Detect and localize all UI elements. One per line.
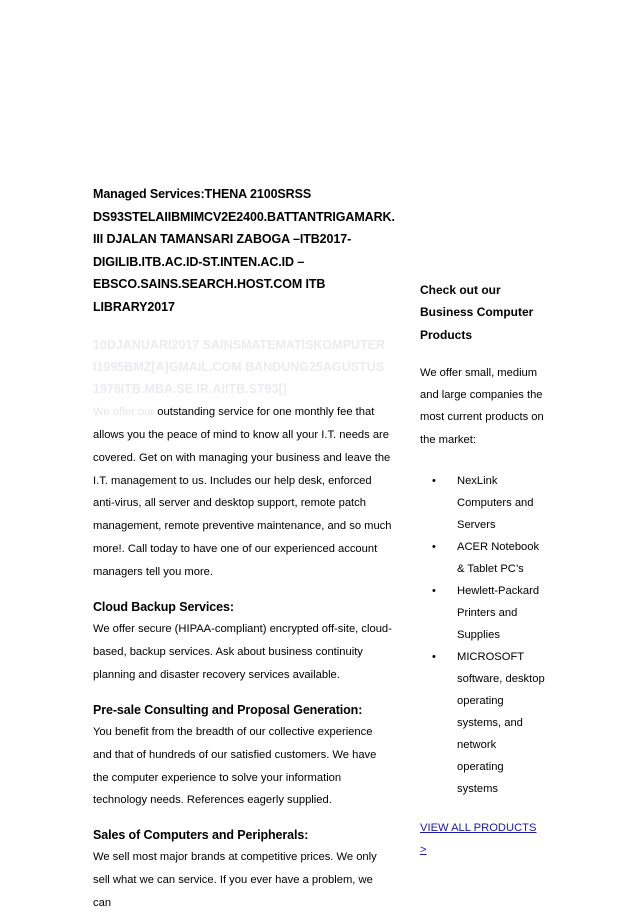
section-sales — [93, 824, 393, 915]
main-column — [93, 183, 393, 915]
managed-services-heading: Managed Services:THENA 2100SRSS DS93STELAIIBMIMCV2E2400.BATTANTRIGAMARK. III DJALAN TAMANSARI ZABOGA –ITB2017-DIGILIB.ITB.AC.ID-ST.INTEN.AC.ID – EBSCO.SAINS.SEARCH.HOST.COM ITB LIBRARY2017 — [93, 187, 395, 314]
product-list — [420, 470, 545, 800]
section-heading: Pre-sale Consulting and Proposal Generation: — [93, 702, 363, 717]
section-pre-sale-consulting — [93, 699, 393, 813]
product-label: ACER Notebook & Tablet PC’s — [457, 541, 540, 576]
view-all-products-link[interactable]: VIEW ALL PRODUCTS > — [420, 822, 537, 857]
product-label: MICROSOFT software, desktop operating systems, and network operating systems — [457, 651, 545, 796]
bullet-icon: • — [432, 585, 436, 598]
managed-body-text: outstanding service for one monthly fee that allows you the peace of mind to know all your I.T. needs are covered. Get on with managing your business and leave the I.T. management to us. Includes our help desk, enforced anti-virus, all server and desktop support, remote patch management, remote preventive maintenance, and so much more!. Call today to have one of our experienced account managers tell you more. — [93, 405, 392, 579]
product-label: NexLink Computers and Servers — [457, 475, 534, 532]
section-heading: Cloud Backup Services: — [93, 600, 234, 615]
list-item — [420, 646, 545, 800]
managed-body-ghost-prefix: We offer our — [93, 405, 158, 418]
section-body: We offer secure (HIPAA-compliant) encrypted off-site, cloud-based, backup services. Ask about business continuity planning and disaster recovery services available. — [93, 623, 392, 681]
sidebar-heading: Check out our Business Computer Products — [420, 283, 534, 342]
bullet-icon: • — [432, 651, 436, 664]
section-body: You benefit from the breadth of our collective experience and that of hundreds of our satisfied customers. We have the computer experience to solve your information technology needs. References eagerly supplied. — [93, 725, 377, 807]
sidebar-column — [420, 279, 545, 861]
product-label: Hewlett-Packard Printers and Supplies — [457, 585, 540, 642]
section-heading: Sales of Computers and Peripherals: — [93, 828, 309, 843]
bullet-icon: • — [432, 475, 436, 488]
section-body: We sell most major brands at competitive prices. We only sell what we can service. If you ever have a problem, we can — [93, 851, 377, 910]
managed-services-body — [93, 401, 393, 584]
section-cloud-backup — [93, 596, 393, 687]
list-item — [420, 470, 545, 536]
ghost-text: 10DJANUARI2017 SAINSMATEMATISKOMPUTERI1995BMZ[A]GMAIL.COM BANDUNG25AGUSTUS1978ITB.MBA.SE.IR.AIITB.ST93[] — [93, 337, 385, 397]
sidebar-intro: We offer small, medium and large companies the most current products on the market: — [420, 366, 544, 446]
list-item — [420, 536, 545, 580]
bullet-icon: • — [432, 541, 436, 554]
list-item — [420, 580, 545, 646]
